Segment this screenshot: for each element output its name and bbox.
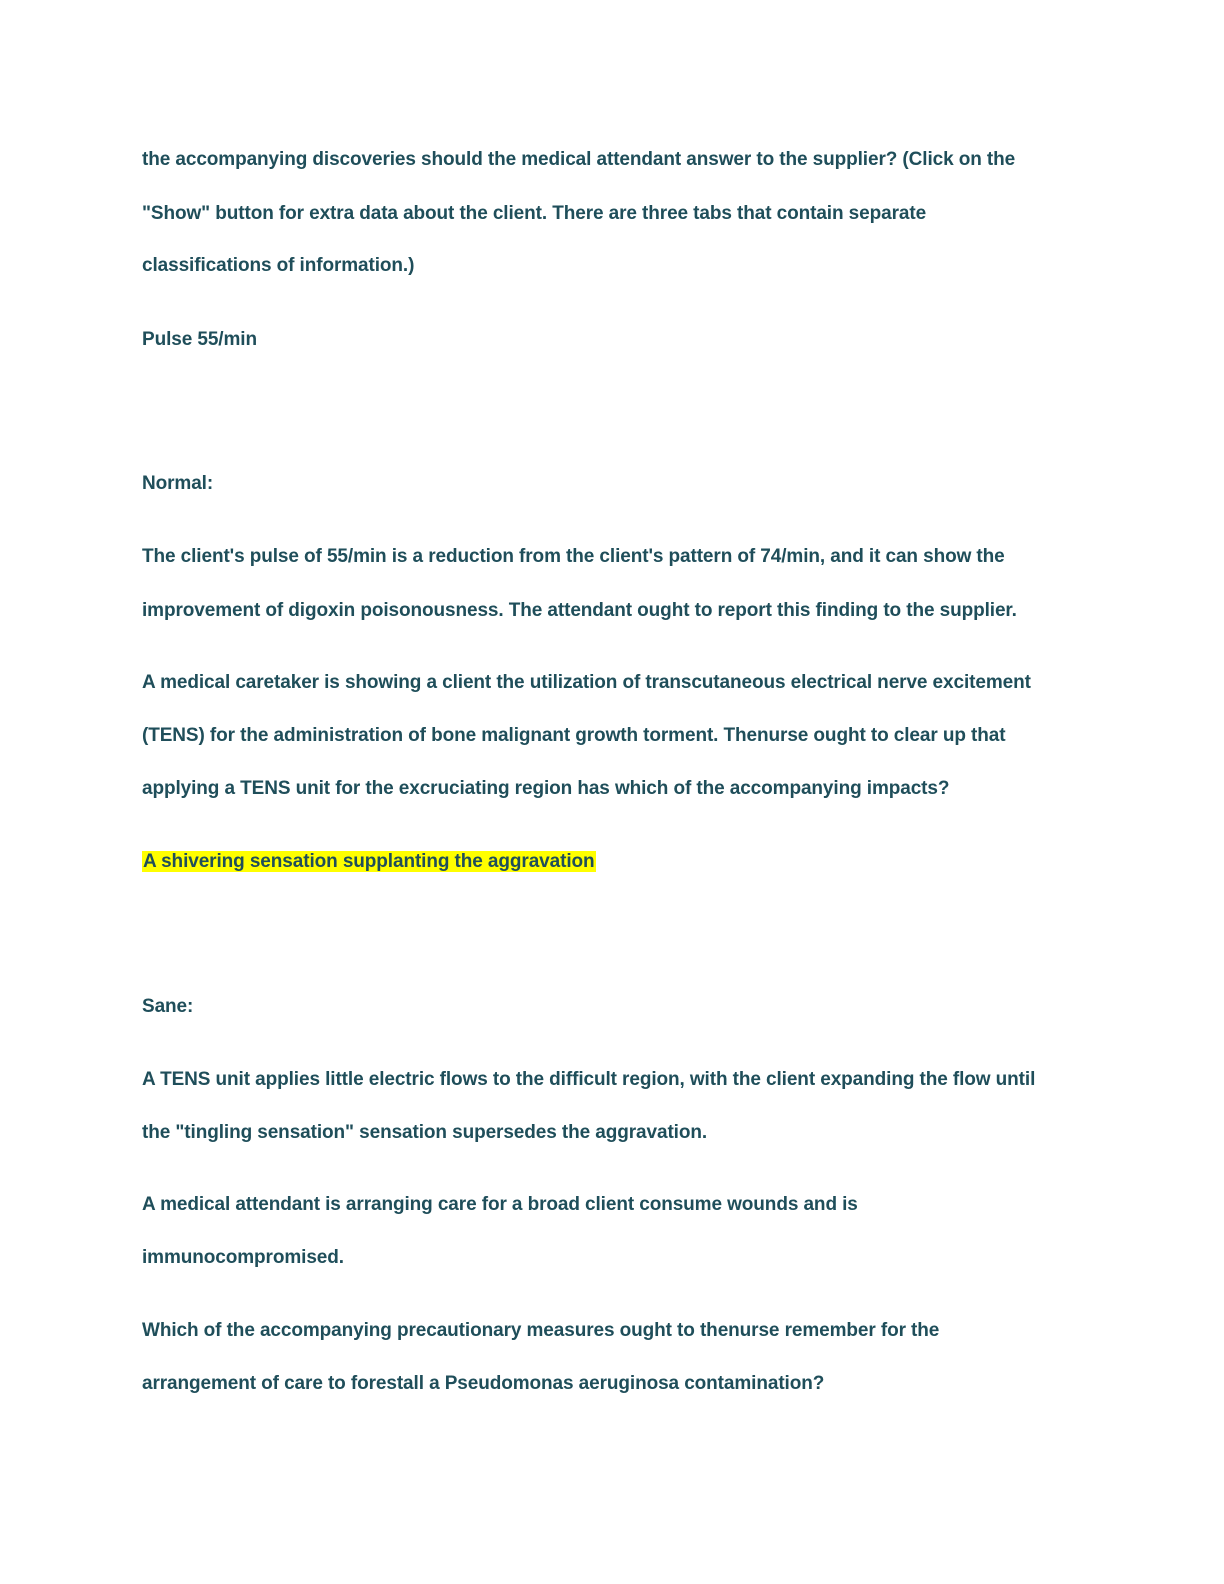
question-text-line: classifications of information.) [142,255,415,276]
rationale-text-line: improvement of digoxin poisonousness. The attendant ought to report this finding to the supplier. [142,600,1017,621]
answer-highlight: A shivering sensation supplanting the aggravation [143,851,595,872]
rationale-heading: Sane: [142,996,194,1017]
question-text-line: A medical caretaker is showing a client the utilization of transcutaneous electrical nerve excitement [142,672,1031,693]
question-text-line: Which of the accompanying precautionary measures ought to thenurse remember for the [142,1320,940,1341]
question-text-line: the accompanying discoveries should the medical attendant answer to the supplier? (Click on the [142,149,1016,170]
question-text-line: applying a TENS unit for the excruciating region has which of the accompanying impacts? [142,778,950,799]
rationale-text-line: A TENS unit applies little electric flows to the difficult region, with the client expanding the flow until [142,1069,1036,1090]
question-text-line: (TENS) for the administration of bone malignant growth torment. Thenurse ought to clear up that [142,725,1006,746]
highlighted-answer [142,849,596,875]
rationale-text-line: the "tingling sensation" sensation supersedes the aggravation. [142,1122,708,1143]
question-text-line: A medical attendant is arranging care for a broad client consume wounds and is [142,1194,858,1215]
question-text-line: "Show" button for extra data about the client. There are three tabs that contain separate [142,203,927,224]
question-text-line: arrangement of care to forestall a Pseudomonas aeruginosa contamination? [142,1373,825,1394]
answer-text: Pulse 55/min [142,329,257,350]
rationale-text-line: The client's pulse of 55/min is a reduction from the client's pattern of 74/min, and it can show the [142,546,1005,567]
question-text-line: immunocompromised. [142,1247,344,1268]
rationale-heading: Normal: [142,473,214,494]
